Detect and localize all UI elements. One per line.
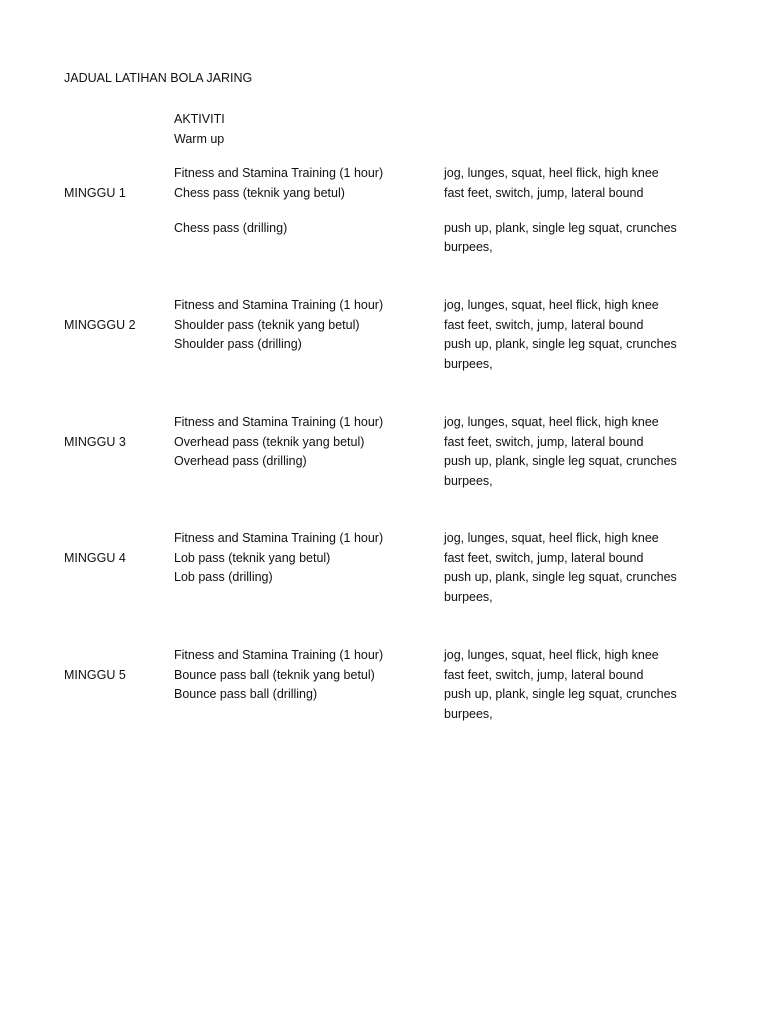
detail-item: fast feet, switch, jump, lateral bound	[444, 317, 644, 332]
detail-list	[444, 646, 677, 724]
week-label: MINGGGU 2	[64, 317, 136, 332]
detail-list	[444, 296, 677, 374]
activity-item: Overhead pass (teknik yang betul)	[174, 434, 365, 449]
week-label: MINGGU 3	[64, 434, 126, 449]
detail-item: jog, lunges, squat, heel flick, high knee	[444, 531, 659, 545]
activity-item: Chess pass (teknik yang betul)	[174, 185, 345, 200]
activity-item: Fitness and Stamina Training (1 hour)	[174, 531, 384, 545]
detail-item: fast feet, switch, jump, lateral bound	[444, 185, 644, 200]
activity-item: Bounce pass ball (teknik yang betul)	[174, 667, 375, 682]
activity-item: Shoulder pass (teknik yang betul)	[174, 317, 360, 332]
activity-item: Fitness and Stamina Training (1 hour)	[174, 648, 384, 662]
detail-item: burpees,	[444, 589, 493, 604]
detail-item: burpees,	[444, 473, 493, 488]
detail-list	[444, 164, 677, 258]
activity-column-label: AKTIVITI	[174, 112, 225, 126]
detail-item: push up, plank, single leg squat, crunches	[444, 570, 677, 584]
detail-item: burpees,	[444, 356, 493, 371]
activity-list	[174, 529, 383, 588]
detail-item: push up, plank, single leg squat, crunches	[444, 454, 677, 468]
detail-item: jog, lunges, squat, heel flick, high knee	[444, 166, 659, 180]
activity-list	[174, 296, 383, 355]
detail-item: burpees,	[444, 240, 493, 254]
detail-item: push up, plank, single leg squat, crunches	[444, 687, 677, 701]
detail-item: fast feet, switch, jump, lateral bound	[444, 434, 644, 449]
detail-item: push up, plank, single leg squat, crunches	[444, 337, 677, 351]
detail-item: burpees,	[444, 706, 493, 721]
detail-item: jog, lunges, squat, heel flick, high knee	[444, 298, 659, 312]
detail-list	[444, 413, 677, 491]
activity-item: Lob pass (drilling)	[174, 570, 273, 584]
detail-item: jog, lunges, squat, heel flick, high knee	[444, 415, 659, 429]
week-label: MINGGU 5	[64, 667, 126, 682]
detail-list	[444, 529, 677, 607]
warmup-label: Warm up	[174, 131, 225, 146]
week-label: MINGGU 4	[64, 550, 126, 565]
detail-item: jog, lunges, squat, heel flick, high knee	[444, 648, 659, 662]
activity-item: Lob pass (teknik yang betul)	[174, 550, 331, 565]
activity-item: Overhead pass (drilling)	[174, 454, 307, 468]
detail-item: fast feet, switch, jump, lateral bound	[444, 550, 644, 565]
activity-list	[174, 646, 383, 705]
activity-item: Fitness and Stamina Training (1 hour)	[174, 166, 384, 180]
week-label: MINGGU 1	[64, 185, 126, 200]
activity-list	[174, 164, 383, 238]
activity-item: Shoulder pass (drilling)	[174, 337, 302, 351]
activity-item: Chess pass (drilling)	[174, 220, 288, 235]
document-title: JADUAL LATIHAN BOLA JARING	[64, 71, 253, 85]
activity-item: Fitness and Stamina Training (1 hour)	[174, 415, 384, 429]
detail-item: fast feet, switch, jump, lateral bound	[444, 667, 644, 682]
schedule-header	[174, 110, 225, 149]
detail-item: push up, plank, single leg squat, crunches	[444, 220, 677, 235]
activity-list	[174, 413, 383, 472]
activity-item: Bounce pass ball (drilling)	[174, 687, 318, 701]
activity-item: Fitness and Stamina Training (1 hour)	[174, 298, 384, 312]
